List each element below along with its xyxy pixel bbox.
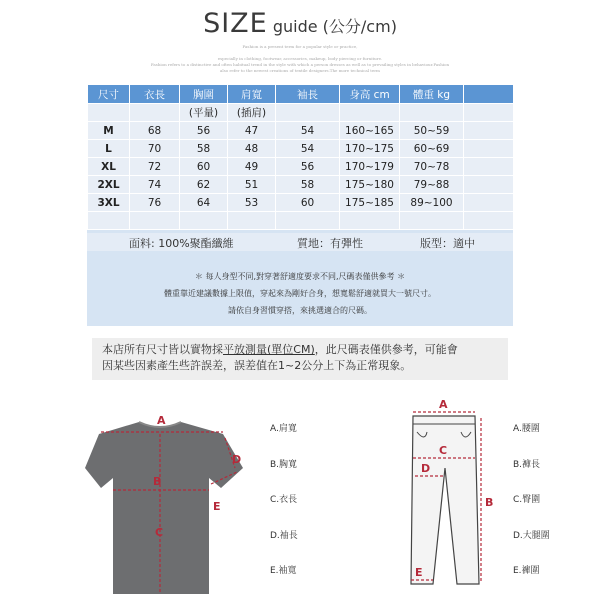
table-cell: 68 [130, 122, 180, 140]
table-cell: 70~78 [400, 158, 464, 176]
pants-mark-c: C [439, 444, 448, 457]
disclaimer-line-1: 本店所有尺寸皆以實物採平放測量(單位CM)，此尺碼表僅供參考，可能會 [102, 343, 458, 356]
table-cell: 64 [180, 194, 228, 212]
table-cell: 51 [228, 176, 276, 194]
material-text: 面料: 100%聚酯纖維 [129, 237, 234, 250]
size-table [87, 84, 514, 230]
table-cell: 170~179 [340, 158, 400, 176]
shirt-legend-c: C.衣長 [270, 495, 298, 505]
table-subheader-row [88, 104, 514, 122]
header-cell: 胸圍 [180, 85, 228, 104]
subheader-cell: (平量) [180, 104, 228, 122]
shirt-legend-a: A.肩寬 [270, 424, 297, 434]
table-cell: 54 [276, 140, 340, 158]
table-cell: 89~100 [400, 194, 464, 212]
title-size: SIZE [203, 8, 268, 39]
fine-print-3: Fashion refers to a distinctive and often habitual trend in the style with which a person dresses as well as to prevailing styles in behaviour.Fashion [150, 62, 450, 67]
pants-legend-b: B.褲長 [513, 460, 541, 470]
table-row [88, 194, 514, 212]
table-row [88, 176, 514, 194]
size-guide-title [0, 8, 600, 39]
table-cell: 58 [180, 140, 228, 158]
size-cell: 2XL [88, 176, 130, 194]
table-row [88, 158, 514, 176]
header-cell: 尺寸 [88, 85, 130, 104]
shirt-legend-d: D.袖長 [270, 531, 298, 541]
size-notes [87, 268, 513, 319]
shirt-legend-b: B.胸寬 [270, 460, 298, 470]
shirt-legend-e: E.袖寬 [270, 566, 297, 576]
header-cell: 袖長 [276, 85, 340, 104]
table-cell: 170~175 [340, 140, 400, 158]
tshirt-diagram [85, 398, 260, 598]
table-row [88, 140, 514, 158]
shirt-mark-b: B [153, 475, 162, 488]
size-cell: XL [88, 158, 130, 176]
table-cell: 160~165 [340, 122, 400, 140]
material-row [87, 233, 513, 251]
shirt-mark-a: A [157, 414, 166, 427]
pants-mark-e: E [415, 566, 423, 579]
header-cell: 身高 cm [340, 85, 400, 104]
table-cell: 48 [228, 140, 276, 158]
fine-print-1: Fashion is a present term for a popular style or practice, [242, 44, 358, 49]
pants-diagram [395, 398, 505, 598]
pants-shape [411, 416, 479, 584]
disclaimer-line-2: 因某些因素產生些許誤差，誤差值在1~2公分上下為正常現象。 [102, 359, 412, 372]
table-cell: 50~59 [400, 122, 464, 140]
header-cell: 肩寬 [228, 85, 276, 104]
fine-print-2: especially in clothing, footwear, accessories, makeup, body piercing or furniture. [217, 56, 383, 61]
table-cell: 49 [228, 158, 276, 176]
texture-text: 質地：有彈性 [297, 237, 363, 250]
fit-text: 版型：適中 [420, 237, 475, 250]
table-row [88, 122, 514, 140]
pants-legend-c: C.臀圍 [513, 495, 541, 505]
table-cell: 53 [228, 194, 276, 212]
table-cell: 56 [180, 122, 228, 140]
size-cell: L [88, 140, 130, 158]
shirt-mark-c: C [155, 526, 164, 539]
pants-mark-d: D [421, 462, 431, 475]
header-cell [464, 85, 514, 104]
table-header-row [88, 85, 514, 104]
pants-legend-d: D.大腿圍 [513, 531, 550, 541]
table-cell: 175~180 [340, 176, 400, 194]
header-cell: 體重 kg [400, 85, 464, 104]
shirt-mark-d: D [232, 453, 242, 466]
table-cell: 47 [228, 122, 276, 140]
pants-mark-b: B [485, 496, 494, 509]
size-cell: M [88, 122, 130, 140]
pants-mark-a: A [439, 398, 448, 411]
table-cell: 74 [130, 176, 180, 194]
size-cell: 3XL [88, 194, 130, 212]
table-cell: 60~69 [400, 140, 464, 158]
table-cell: 56 [276, 158, 340, 176]
table-blank-row [88, 212, 514, 230]
table-cell: 62 [180, 176, 228, 194]
table-cell: 72 [130, 158, 180, 176]
note-line: 請依自身習慣穿搭，來挑選適合的尺碼。 [228, 306, 372, 315]
table-cell: 60 [276, 194, 340, 212]
measurement-disclaimer [92, 338, 508, 380]
table-cell: 58 [276, 176, 340, 194]
table-cell: 79~88 [400, 176, 464, 194]
table-cell: 54 [276, 122, 340, 140]
fine-print-4: also refer to the newest creations of textile designers.The more technical term [220, 68, 380, 73]
pants-legend-e: E.褲圍 [513, 566, 540, 576]
table-cell: 175~185 [340, 194, 400, 212]
subheader-cell: (插肩) [228, 104, 276, 122]
title-guide: guide [272, 17, 318, 36]
note-line: ＊ 每人身型不同,對穿著舒適度要求不同,尺碼表僅供參考 ＊ [194, 272, 406, 281]
table-cell: 70 [130, 140, 180, 158]
title-unit: (公分/cm) [322, 17, 397, 36]
table-cell: 76 [130, 194, 180, 212]
shirt-mark-e: E [213, 500, 221, 513]
note-line: 體重靠近建議數據上限值，穿起來為剛好合身，想寬鬆舒適就買大一號尺寸。 [164, 289, 436, 298]
pants-legend-a: A.腰圍 [513, 424, 540, 434]
table-cell: 60 [180, 158, 228, 176]
header-cell: 衣長 [130, 85, 180, 104]
